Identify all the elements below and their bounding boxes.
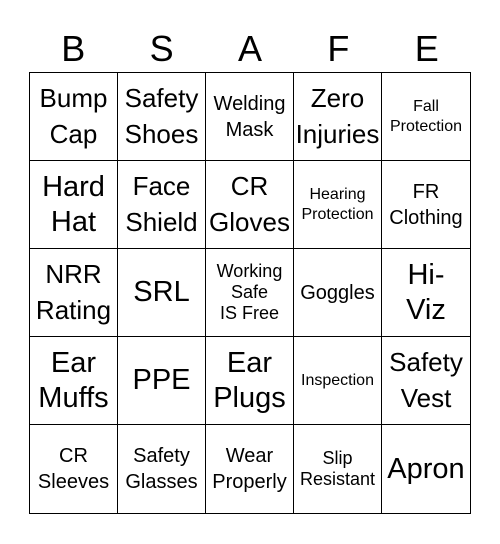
bingo-cell[interactable]: FR Clothing (382, 161, 470, 249)
bingo-cell[interactable]: Fall Protection (382, 73, 470, 161)
bingo-cell[interactable]: Hearing Protection (294, 161, 382, 249)
header-letter-f: F (327, 28, 350, 69)
bingo-cell[interactable]: Safety Shoes (118, 73, 206, 161)
bingo-cell[interactable]: CR Sleeves (30, 425, 118, 513)
header-letter-b: B (61, 28, 86, 69)
bingo-cell[interactable]: Bump Cap (30, 73, 118, 161)
bingo-cell[interactable]: Working Safe IS Free (206, 249, 294, 337)
bingo-cell[interactable]: NRR Rating (30, 249, 118, 337)
header-letter-e: E (414, 28, 439, 69)
bingo-cell[interactable]: Slip Resistant (294, 425, 382, 513)
bingo-cell[interactable]: Safety Vest (382, 337, 470, 425)
bingo-cell[interactable]: Ear Plugs (206, 337, 294, 425)
bingo-cell[interactable]: Apron (387, 452, 465, 485)
bingo-board (29, 72, 471, 514)
bingo-cell[interactable]: Hi- Viz (382, 249, 470, 337)
bingo-cell[interactable]: Face Shield (118, 161, 206, 249)
bingo-cell[interactable]: CR Gloves (206, 161, 294, 249)
bingo-cell[interactable]: SRL (118, 249, 206, 337)
header-letter-a: A (237, 28, 262, 69)
bingo-cell[interactable]: Hard Hat (30, 161, 118, 249)
bingo-cell[interactable]: Welding Mask (206, 73, 294, 161)
bingo-header (29, 26, 471, 72)
bingo-cell[interactable]: Zero Injuries (294, 73, 382, 161)
bingo-cell[interactable]: PPE (118, 337, 206, 425)
bingo-cell[interactable]: Ear Muffs (30, 337, 118, 425)
bingo-cell[interactable]: Goggles (294, 249, 382, 337)
bingo-cell[interactable]: Wear Properly (206, 425, 294, 513)
bingo-cell[interactable]: Inspection (294, 337, 382, 425)
bingo-cell[interactable]: Safety Glasses (118, 425, 206, 513)
header-letter-s: S (149, 28, 174, 69)
